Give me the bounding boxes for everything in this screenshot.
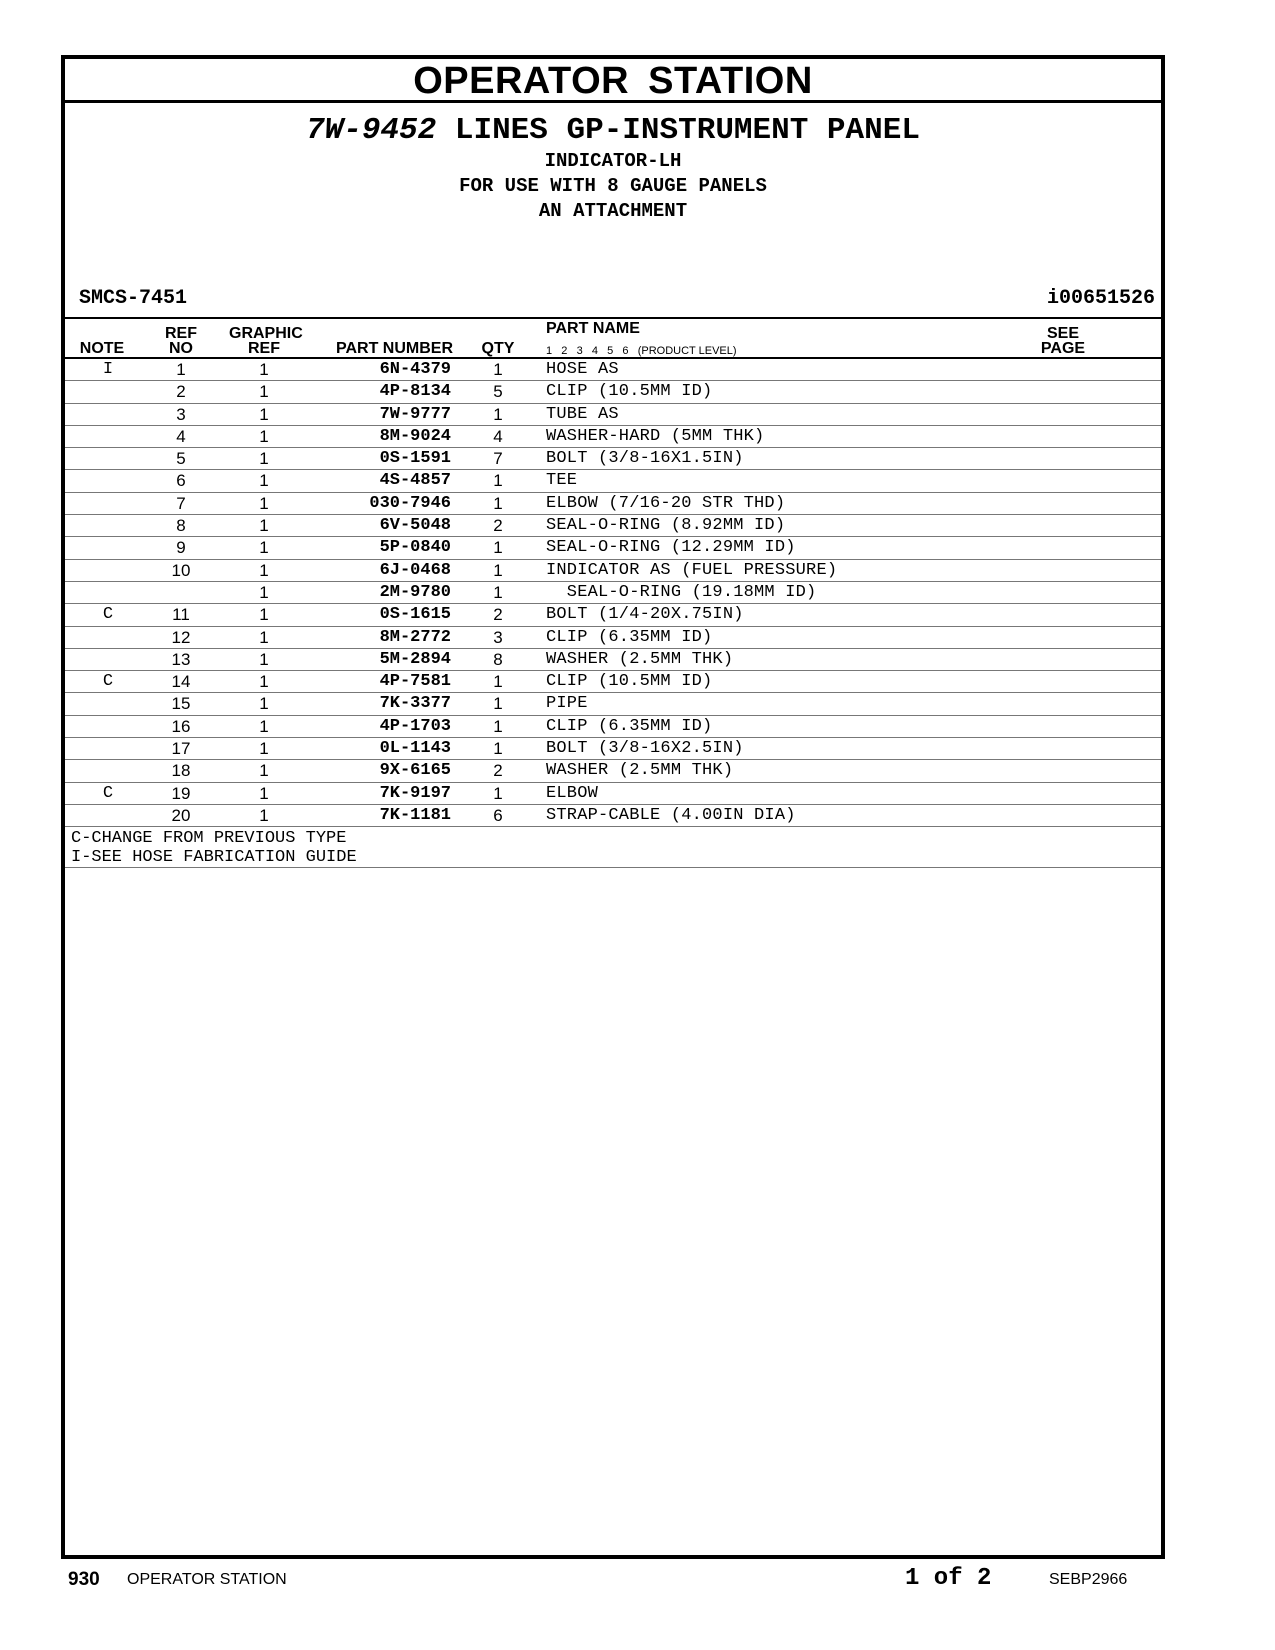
row-part-number: 7K-9197 xyxy=(379,783,451,803)
row-ref-no: 20 xyxy=(171,805,191,825)
row-ref-no: 4 xyxy=(176,426,186,446)
row-part-name: ELBOW (7/16-20 STR THD) xyxy=(546,493,786,513)
row-ref-no: 1 xyxy=(176,360,186,379)
table-row xyxy=(65,649,1161,671)
row-ref-no: 19 xyxy=(171,783,191,803)
note-change: C-CHANGE FROM PREVIOUS TYPE xyxy=(71,829,347,849)
header-part-number: PART NUMBER xyxy=(335,340,453,357)
row-part-name: SEAL-O-RING (12.29MM ID) xyxy=(546,538,796,558)
row-graphic-ref: 1 xyxy=(259,516,269,536)
row-graphic-ref: 1 xyxy=(259,582,269,602)
row-qty: 1 xyxy=(493,582,503,602)
table-row xyxy=(65,381,1161,403)
row-qty: 1 xyxy=(493,739,503,759)
header-qty: QTY xyxy=(481,340,515,357)
row-graphic-ref: 1 xyxy=(259,694,269,714)
row-ref-no: 2 xyxy=(176,382,186,402)
row-part-number: 0S-1615 xyxy=(379,605,451,625)
header-ref-no: REF NO xyxy=(165,325,197,357)
table-row xyxy=(65,738,1161,760)
row-part-name: CLIP (6.35MM ID) xyxy=(546,627,713,647)
page-of: 1 of 2 xyxy=(905,1565,992,1592)
row-qty: 1 xyxy=(493,672,503,692)
row-part-name: ELBOW xyxy=(546,783,599,803)
row-part-number: 0L-1143 xyxy=(379,739,451,759)
row-graphic-ref: 1 xyxy=(259,382,269,402)
row-part-number: 4S-4857 xyxy=(379,471,451,491)
row-part-name: SEAL-O-RING (8.92MM ID) xyxy=(546,516,786,536)
table-row xyxy=(65,783,1161,805)
row-ref-no: 17 xyxy=(171,739,191,759)
row-qty: 1 xyxy=(493,716,503,736)
group-name: LINES GP-INSTRUMENT PANEL xyxy=(454,113,920,148)
row-ref-no: 8 xyxy=(176,516,186,536)
row-part-number: 8M-9024 xyxy=(379,426,451,446)
row-part-name: BOLT (3/8-16X1.5IN) xyxy=(546,449,744,469)
row-ref-no: 9 xyxy=(176,538,186,558)
row-part-name: WASHER (2.5MM THK) xyxy=(546,649,734,669)
row-graphic-ref: 1 xyxy=(259,605,269,625)
header-note: NOTE xyxy=(79,340,125,357)
row-graphic-ref: 1 xyxy=(259,761,269,781)
row-ref-no: 11 xyxy=(172,605,190,625)
row-part-name: CLIP (6.35MM ID) xyxy=(546,716,713,736)
smcs-code: SMCS-7451 xyxy=(79,287,188,310)
row-part-name: WASHER (2.5MM THK) xyxy=(546,761,734,781)
row-qty: 2 xyxy=(493,761,503,781)
row-graphic-ref: 1 xyxy=(259,449,269,469)
row-part-number: 6V-5048 xyxy=(379,516,451,536)
row-part-number: 7K-3377 xyxy=(379,694,451,714)
row-part-name: BOLT (3/8-16X2.5IN) xyxy=(546,739,744,759)
table-row xyxy=(65,470,1161,492)
table-row xyxy=(65,560,1161,582)
table-row xyxy=(65,716,1161,738)
row-ref-no: 14 xyxy=(171,672,191,692)
row-graphic-ref: 1 xyxy=(259,426,269,446)
row-part-number: 6N-4379 xyxy=(379,360,451,379)
row-graphic-ref: 1 xyxy=(259,627,269,647)
row-qty: 1 xyxy=(493,694,503,714)
row-graphic-ref: 1 xyxy=(259,739,269,759)
row-ref-no: 15 xyxy=(171,694,191,714)
row-part-number: 4P-7581 xyxy=(379,672,451,692)
row-part-number: 6J-0468 xyxy=(379,560,451,580)
row-part-name: WASHER-HARD (5MM THK) xyxy=(546,426,765,446)
row-ref-no: 16 xyxy=(171,716,191,736)
row-qty: 1 xyxy=(493,471,503,491)
row-graphic-ref: 1 xyxy=(259,649,269,669)
table-row xyxy=(65,693,1161,715)
row-qty: 1 xyxy=(493,360,503,379)
row-qty: 4 xyxy=(493,426,503,446)
row-part-number: 7W-9777 xyxy=(379,404,451,424)
row-part-number: 5P-0840 xyxy=(379,538,451,558)
row-graphic-ref: 1 xyxy=(259,805,269,825)
row-ref-no: 6 xyxy=(176,471,186,491)
row-ref-no: 7 xyxy=(176,493,186,513)
row-qty: 8 xyxy=(493,649,503,669)
row-part-name: STRAP-CABLE (4.00IN DIA) xyxy=(546,805,796,825)
row-graphic-ref: 1 xyxy=(259,560,269,580)
row-part-number: 030-7946 xyxy=(369,493,451,513)
row-graphic-ref: 1 xyxy=(259,538,269,558)
row-part-number: 5M-2894 xyxy=(379,649,451,669)
table-row xyxy=(65,404,1161,426)
row-part-number: 0S-1591 xyxy=(379,449,451,469)
header-product-levels: 1 2 3 4 5 6 (PRODUCT LEVEL) xyxy=(546,345,737,357)
group-subtitle-2: FOR USE WITH 8 GAUGE PANELS xyxy=(459,175,767,197)
row-qty: 6 xyxy=(493,805,503,825)
header-see-page: SEE PAGE xyxy=(1040,325,1086,357)
row-part-number: 4P-8134 xyxy=(379,382,451,402)
row-graphic-ref: 1 xyxy=(259,493,269,513)
row-part-number: 9X-6165 xyxy=(379,761,451,781)
row-qty: 3 xyxy=(493,627,503,647)
document-id: SEBP2966 xyxy=(1049,1571,1128,1588)
group-title xyxy=(65,113,1161,149)
row-part-name: CLIP (10.5MM ID) xyxy=(546,672,713,692)
row-qty: 7 xyxy=(493,449,503,469)
group-number: 7W-9452 xyxy=(306,113,437,148)
row-part-name: HOSE AS xyxy=(546,360,619,379)
row-qty: 1 xyxy=(493,560,503,580)
header-graphic-ref: GRAPHIC REF xyxy=(229,325,303,357)
row-part-number: 8M-2772 xyxy=(379,627,451,647)
table-row xyxy=(65,760,1161,782)
row-ref-no: 13 xyxy=(171,649,191,669)
group-subtitle-1: INDICATOR-LH xyxy=(544,150,682,172)
row-graphic-ref: 1 xyxy=(259,360,269,379)
row-ref-no: 18 xyxy=(171,761,191,781)
row-part-name: TEE xyxy=(546,471,578,491)
notes-legend xyxy=(65,827,1161,868)
row-part-number: 2M-9780 xyxy=(379,582,451,602)
table-row xyxy=(65,515,1161,537)
row-part-number: 4P-1703 xyxy=(379,716,451,736)
illustration-id: i00651526 xyxy=(1046,287,1155,310)
row-graphic-ref: 1 xyxy=(259,404,269,424)
row-ref-no: 12 xyxy=(171,627,191,647)
row-graphic-ref: 1 xyxy=(259,471,269,491)
row-qty: 2 xyxy=(493,516,503,536)
row-ref-no: 10 xyxy=(171,560,191,580)
table-row xyxy=(65,671,1161,693)
table-row xyxy=(65,604,1161,626)
row-part-name: INDICATOR AS (FUEL PRESSURE) xyxy=(546,560,838,580)
row-qty: 1 xyxy=(493,538,503,558)
section-title: OPERATOR STATION xyxy=(65,59,1161,103)
row-qty: 1 xyxy=(493,404,503,424)
row-graphic-ref: 1 xyxy=(259,716,269,736)
table-row xyxy=(65,448,1161,470)
row-qty: 5 xyxy=(493,382,503,402)
row-part-name: CLIP (10.5MM ID) xyxy=(546,382,713,402)
row-part-number: 7K-1181 xyxy=(379,805,451,825)
row-ref-no: 5 xyxy=(176,449,186,469)
page-number: 930 xyxy=(68,1569,100,1590)
row-note: C xyxy=(102,605,114,625)
page-footer xyxy=(0,1557,1275,1597)
group-subtitle-3: AN ATTACHMENT xyxy=(538,200,688,222)
row-ref-no: 3 xyxy=(176,404,186,424)
table-row xyxy=(65,359,1161,381)
row-qty: 1 xyxy=(493,493,503,513)
row-qty: 2 xyxy=(493,605,503,625)
footer-section: OPERATOR STATION xyxy=(127,1571,287,1588)
parts-sheet xyxy=(61,55,1165,1559)
table-row xyxy=(65,537,1161,559)
table-row xyxy=(65,582,1161,604)
column-headers xyxy=(65,317,1161,359)
header-part-name: PART NAME xyxy=(546,320,640,337)
row-graphic-ref: 1 xyxy=(259,783,269,803)
table-row xyxy=(65,805,1161,827)
meta-row xyxy=(65,287,1161,313)
row-note: I xyxy=(102,360,114,379)
row-graphic-ref: 1 xyxy=(259,672,269,692)
note-hose: I-SEE HOSE FABRICATION GUIDE xyxy=(71,848,357,868)
row-part-name: BOLT (1/4-20X.75IN) xyxy=(546,605,744,625)
row-note: C xyxy=(102,672,114,692)
table-row xyxy=(65,493,1161,515)
table-row xyxy=(65,627,1161,649)
parts-table xyxy=(65,359,1161,868)
row-part-name: PIPE xyxy=(546,694,588,714)
row-part-name: TUBE AS xyxy=(546,404,619,424)
row-qty: 1 xyxy=(493,783,503,803)
row-part-name: SEAL-O-RING (19.18MM ID) xyxy=(546,582,817,602)
row-note: C xyxy=(102,783,114,803)
table-row xyxy=(65,426,1161,448)
